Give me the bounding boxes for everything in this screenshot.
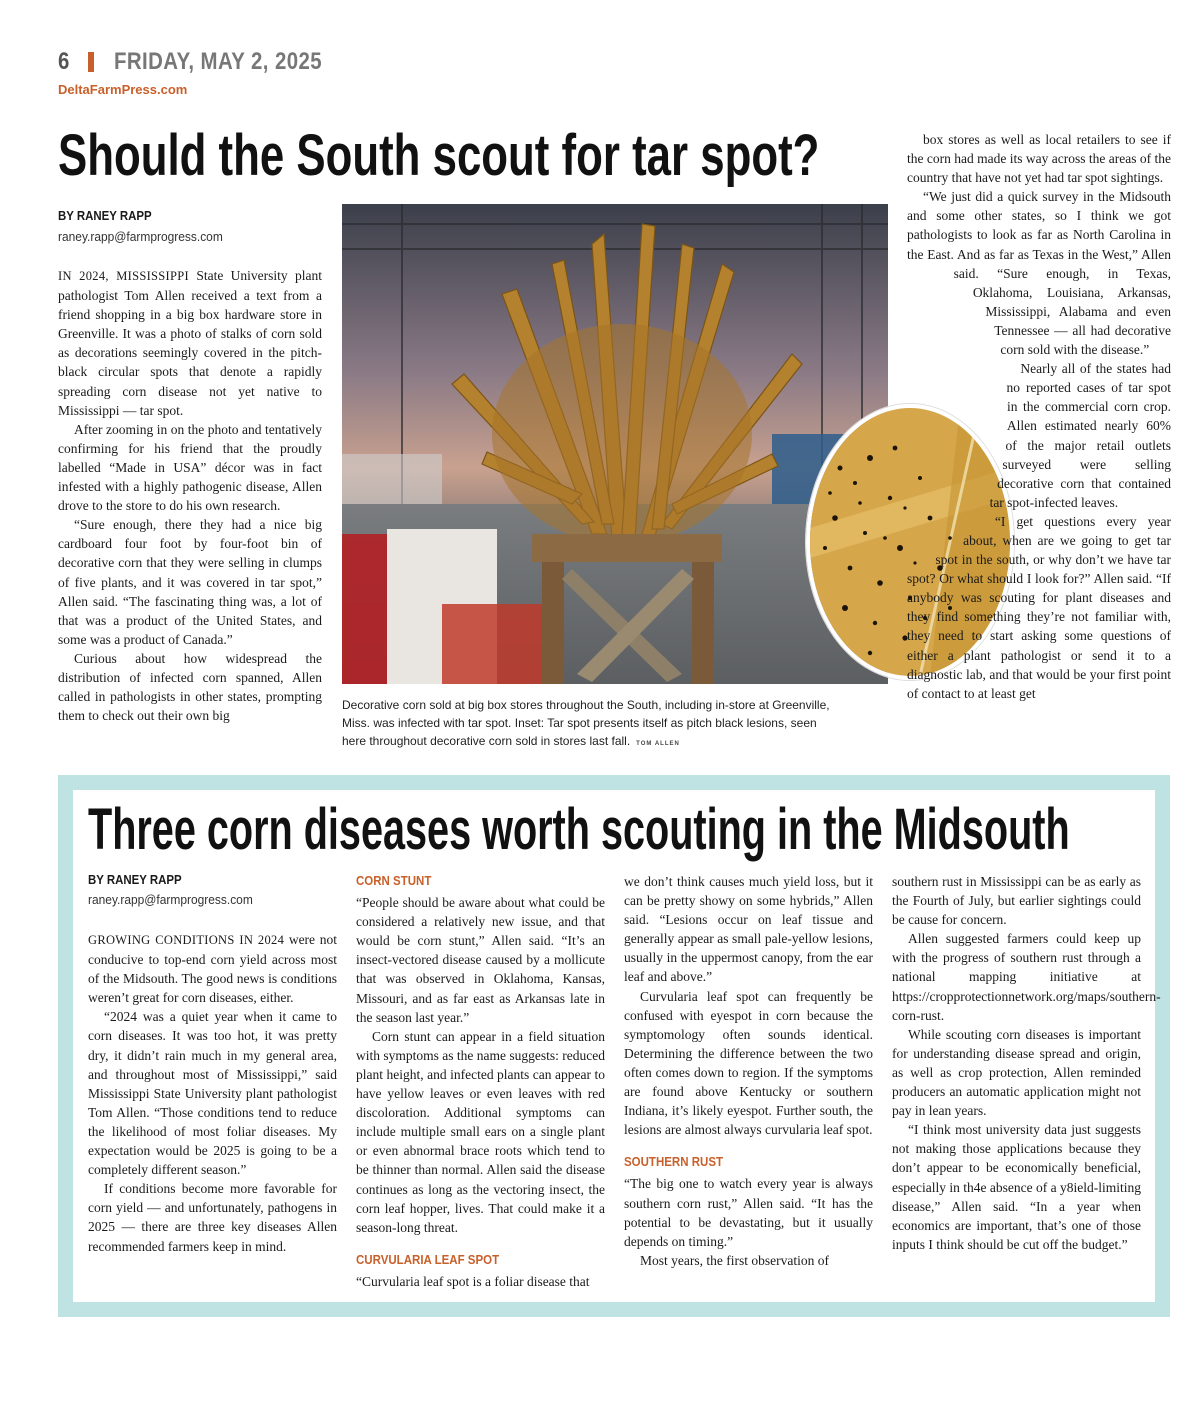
photo-caption: Decorative corn sold at big box stores throughout the South, including in-store at Greenville, Miss. was infected with tar spot. Inset: Tar spot presents itself as pitch black lesions, seen here throughout decorative corn sold in stores last fall. TOM ALLEN: [342, 698, 830, 748]
article1-headline: Should the South scout for tar spot?: [58, 123, 820, 188]
article2-column-1: [88, 930, 337, 1256]
article2-paragraph: Most years, the first observation of: [640, 1252, 829, 1268]
article2-paragraph: Allen suggested farmers could keep up with the progress of southern rust through a national mapping initiative at https://cropprotectionnetwork.org/maps/southern-corn-rust.: [892, 931, 1161, 1023]
decorative-corn-photo: [342, 204, 888, 684]
article2-paragraph: GROWING CONDITIONS IN 2024 were not conducive to top-end corn yield across most of the Midsouth. The good news is conditions weren’t great for corn diseases, either.: [88, 932, 337, 1006]
article2-paragraph: “The big one to watch every year is always southern corn rust,” Allen said. “It has the potential to be devastating, but it usually depends on timing.”: [624, 1176, 873, 1249]
article2-paragraph: “I think most university data just suggests not making those applications because they don’t appear to be economically beneficial, especially in th4e absence of a y8ield-limiting disease,” Allen said. “In a year when economics are important, that’s one of those inputs I think should be cut off the budget.”: [892, 1122, 1141, 1252]
article2-column-4: [892, 872, 1161, 1254]
article2-column-3: [624, 872, 873, 1270]
article1-paragraph: Curious about how widespread the distribution of infected corn spanned, Allen called in pathologists in other states, prompting them to check out their own big: [58, 650, 322, 724]
article1-paragraph: “I get questions every year about, when are we going to get tar spot in the south, or why don’t we have tar spot? Or what should I look for?” Allen said. “If anybody was scouting for plant diseases and they find something they’re not familiar with, they need to start asking some questions of either a plant pathologist or send it to a diagnostic lab, and that would be your first point of contact to at least get: [907, 513, 1171, 701]
article2-column-2: [356, 872, 605, 1291]
article2-paragraph: If conditions become more favorable for corn yield — and unfortunately, pathogens in 2025 — there are three key diseases Allen recommended farmers keep in mind.: [88, 1181, 337, 1254]
article1-email[interactable]: raney.rapp@farmprogress.com: [58, 229, 223, 244]
header-divider: [88, 52, 94, 72]
article1-paragraph: box stores as well as local retailers to see if the corn had made its way across the areas of the country that have not yet had tar spot sightings.: [907, 132, 1171, 186]
article1-paragraph: “Sure enough, there they had a nice big cardboard four foot by four-foot bin of decorative corn that they were selling in clumps of five plants, and it was covered in tar spot,” Allen said. “The fascinating thing was, a lot of that was a product of the United States, and some was a product of Canada.”: [58, 517, 322, 647]
article2-paragraph: “Curvularia leaf spot is a foliar disease that: [356, 1273, 590, 1289]
article1-paragraph: “We just did a quick survey in the Midsouth and some other states, so I think we got pathologists to look as far as North Carolina in the East. And as far as Texas in the West,” Allen said. “Sure enough, in Texas, Oklahoma, Louisiana, Arkansas, Mississippi, Alabama and even Tennessee — all had decorative corn sold with the disease.”: [907, 189, 1171, 358]
article2-paragraph: we don’t think causes much yield loss, but it can be pretty showy on some hybrids,” Allen said. “Lesions occur on leaf tissue and generally appear as small pale-yellow lesions, usually in the uppermost canopy, from the ear leaf and above.”: [624, 874, 873, 985]
article1-paragraph: IN 2024, MISSISSIPPI State University plant pathologist Tom Allen received a text from a friend shopping in a big box hardware store in Greenville. It was a photo of stalks of corn sold as decorations seemingly covered in the pitch-black circular spots that denote a rapidly spreading corn disease not yet native to Mississippi — tar spot.: [58, 268, 322, 418]
site-link[interactable]: DeltaFarmPress.com: [58, 82, 188, 97]
article1-paragraph: After zooming in on the photo and tentatively confirming for his friend that the proudly labelled “Made in USA” décor was in fact infested with a highly pathogenic disease, Allen drove to the store to do his own research.: [58, 421, 322, 514]
article2-paragraph: “People should be aware about what could be considered a relatively new issue, and that would be corn stunt,” Allen said. “It’s an insect-vectored disease caused by a mollicute that was observed in Oklahoma, Kansas, Missouri, and as far east as Arkansas late in the season last year.”: [356, 895, 605, 1025]
article1-paragraph: Nearly all of the states had no reported cases of tar spot in the commercial corn crop. Allen estimated nearly 60% of the major retail outlets surveyed were selling decorative corn that contained tar spot-infected leaves.: [989, 361, 1171, 510]
article2-paragraph: Corn stunt can appear in a field situation with symptoms as the name suggests: reduced plant height, and infected plants can appear to have yellow leaves or even leaves with red discoloration. Additional symptoms can include multiple small ears on a single plant or even abnormal brace roots which tend to be thinner than normal. Allen said the disease continues as long as the vectoring insect, the corn leaf hopper, lives. That could make it a season-long threat.: [356, 1028, 605, 1235]
article2-byline: BY RANEY RAPP: [88, 872, 182, 887]
article2-headline: Three corn diseases worth scouting in the Midsouth: [88, 797, 1070, 862]
article2-paragraph: southern rust in Mississippi can be as early as the Fourth of July, but earlier sightings could be cause for concern.: [892, 874, 1141, 928]
article2-paragraph: “2024 was a quiet year when it came to corn diseases. It was too hot, it was pretty dry, it didn’t rain much in my general area, and throughout most of Mississippi,” said Mississippi State University plant pathologist Tom Allen. “Those conditions tend to reduce the likelihood of most foliar diseases. My expectation would be 2025 is going to be a completely different season.”: [88, 1009, 337, 1178]
article2-email[interactable]: raney.rapp@farmprogress.com: [88, 892, 253, 907]
page-number: 6: [58, 48, 70, 75]
article2-paragraph: While scouting corn diseases is important for understanding disease spread and origin, as well as crop protection, Allen reminded producers an automatic application might not pay in lean years.: [892, 1026, 1141, 1119]
article1-right-column: [907, 130, 1171, 703]
article1-byline: BY RANEY RAPP: [58, 208, 152, 223]
article1-left-column: [58, 266, 322, 725]
subhead-southern-rust: SOUTHERN RUST: [624, 1155, 724, 1170]
subhead-corn-stunt: CORN STUNT: [356, 874, 432, 888]
article2-paragraph: Curvularia leaf spot can frequently be confused with eyespot in corn because the symptomology often sounds identical. Determining the difference between the two often comes down to region. If the symptoms are found above Kentucky or southern Indiana, it’s likely eyespot. Further south, the lesions are almost always curvularia leaf spot.: [624, 988, 873, 1138]
issue-date: FRIDAY, MAY 2, 2025: [114, 48, 323, 75]
subhead-curvularia-leaf-spot: CURVULARIA LEAF SPOT: [356, 1252, 500, 1267]
photo-credit: TOM ALLEN: [636, 741, 680, 747]
